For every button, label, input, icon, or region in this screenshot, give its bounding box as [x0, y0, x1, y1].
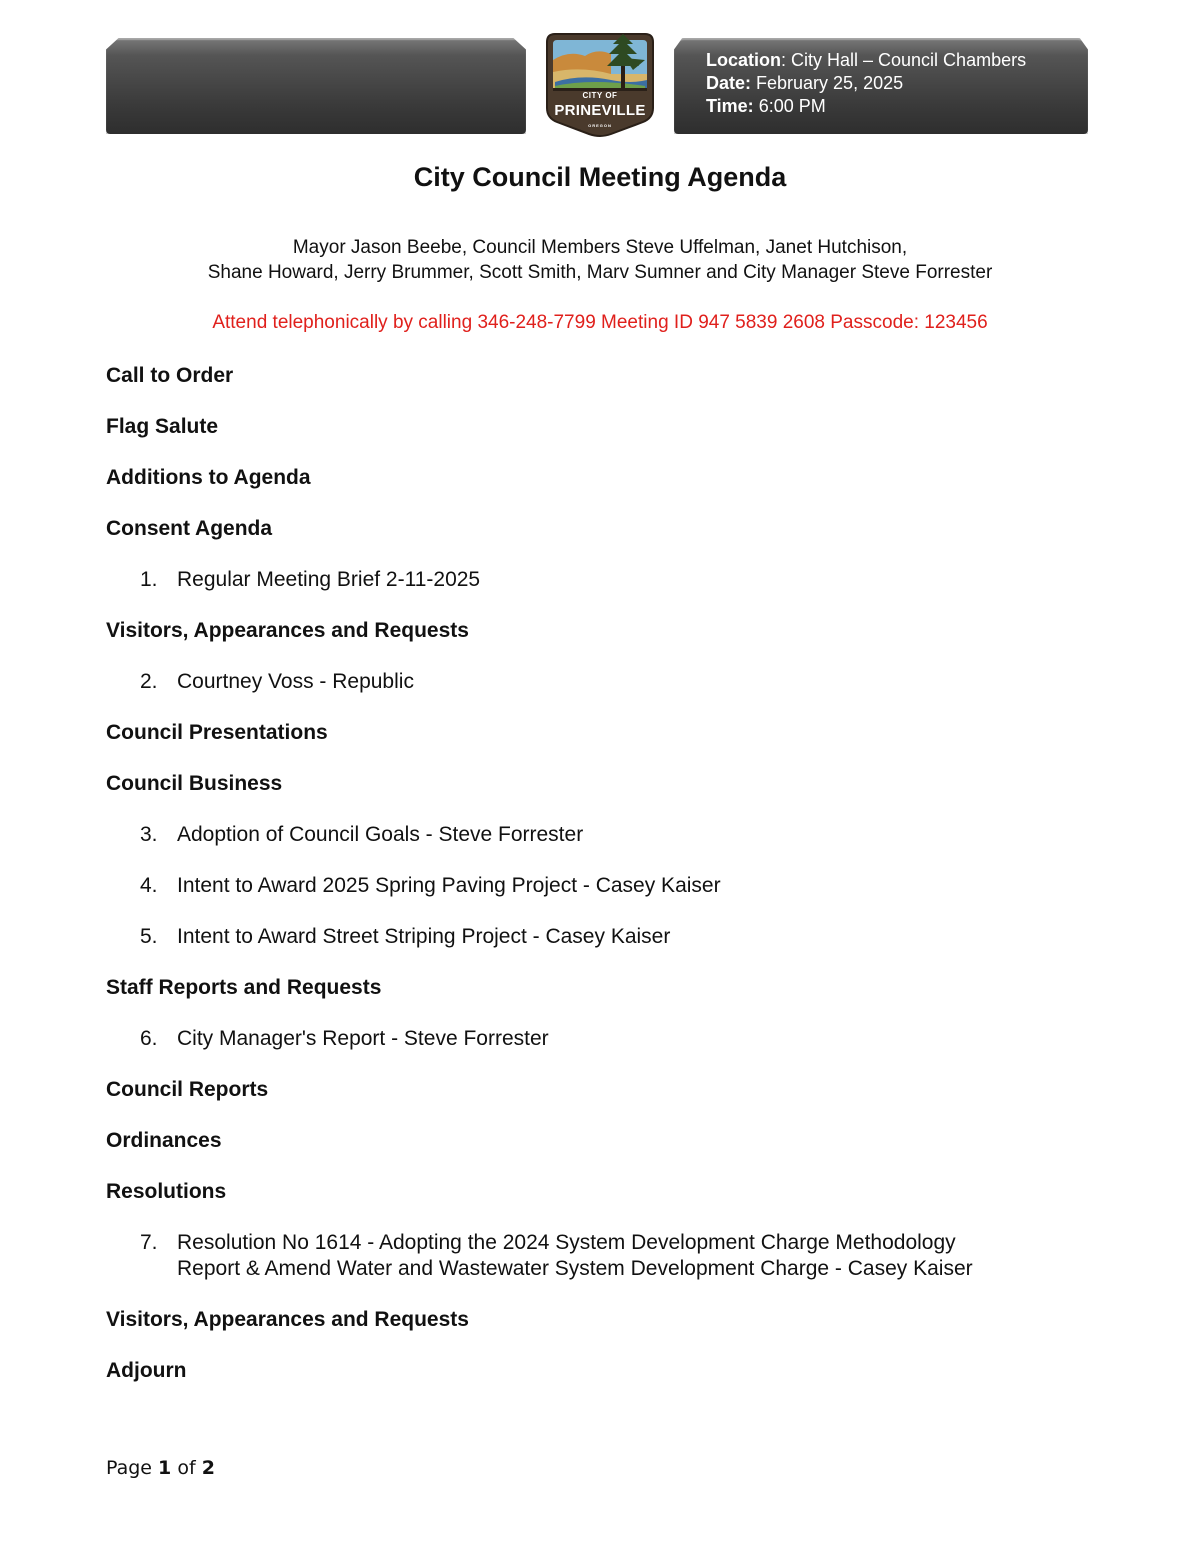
date-label: Date:	[706, 73, 752, 93]
logo-state: OREGON	[588, 123, 612, 128]
date-value: February 25, 2025	[751, 73, 904, 93]
item-number: 6.	[140, 1027, 158, 1050]
location-value: : City Hall – Council Chambers	[781, 50, 1027, 70]
item-text: Adoption of Council Goals - Steve Forrester	[177, 823, 584, 846]
agenda-item-4	[106, 873, 1106, 924]
header-banner-left	[106, 38, 526, 134]
heading-council-reports: Council Reports	[106, 1078, 269, 1101]
item-number: 1.	[140, 568, 158, 591]
item-number: 4.	[140, 874, 158, 897]
agenda-list	[106, 363, 1106, 1409]
item-text: Regular Meeting Brief 2-11-2025	[177, 568, 481, 591]
heading-resolutions: Resolutions	[106, 1180, 227, 1203]
item-number: 7.	[140, 1231, 158, 1254]
date-line	[706, 72, 1026, 95]
item-text: Courtney Voss - Republic	[177, 670, 414, 693]
logo-city-of: CITY OF	[582, 91, 618, 100]
heading-ordinances: Ordinances	[106, 1129, 222, 1152]
heading-call-to-order: Call to Order	[106, 364, 234, 387]
item-number: 2.	[140, 670, 158, 693]
page-current: 1	[158, 1457, 172, 1479]
page-word: Page	[106, 1457, 159, 1479]
item-text: Intent to Award 2025 Spring Paving Project - Casey Kaiser	[177, 874, 721, 897]
agenda-item-1	[106, 567, 1106, 618]
attendees-line-1: Mayor Jason Beebe, Council Members Steve Uffelman, Janet Hutchison,	[292, 237, 908, 258]
heading-visitors-2: Visitors, Appearances and Requests	[106, 1308, 469, 1331]
location-label: Location	[706, 50, 781, 70]
heading-consent-agenda: Consent Agenda	[106, 517, 273, 540]
heading-additions: Additions to Agenda	[106, 466, 311, 489]
location-line	[706, 49, 1026, 72]
item-number: 5.	[140, 925, 158, 948]
city-logo-icon	[541, 30, 659, 142]
agenda-item-2	[106, 669, 1106, 720]
page-title: City Council Meeting Agenda	[413, 162, 787, 192]
item-text: City Manager's Report - Steve Forrester	[177, 1027, 549, 1050]
agenda-item-5	[106, 924, 1106, 975]
heading-council-business: Council Business	[106, 772, 283, 795]
of-word: of	[171, 1457, 202, 1479]
item-text: Intent to Award Street Striping Project - Casey Kaiser	[177, 925, 671, 948]
heading-council-presentations: Council Presentations	[106, 721, 328, 744]
time-line	[706, 95, 1026, 118]
time-value: 6:00 PM	[753, 96, 826, 116]
attendees-line-2: Shane Howard, Jerry Brummer, Scott Smith, Marv Sumner and City Manager Steve Forrester	[207, 262, 993, 283]
page-total: 2	[201, 1457, 215, 1479]
time-label: Time:	[706, 96, 754, 116]
heading-adjourn: Adjourn	[106, 1359, 187, 1382]
item-number: 3.	[140, 823, 158, 846]
heading-flag-salute: Flag Salute	[106, 415, 219, 438]
agenda-item-7	[106, 1230, 1106, 1307]
item-text-line-2: Report & Amend Water and Wastewater System Development Charge - Casey Kaiser	[177, 1257, 973, 1280]
agenda-item-6	[106, 1026, 1106, 1077]
meeting-info	[706, 49, 1026, 118]
page-number	[106, 1457, 215, 1479]
agenda-item-3	[106, 822, 1106, 873]
item-text-line-1: Resolution No 1614 - Adopting the 2024 System Development Charge Methodology	[177, 1231, 956, 1254]
logo-city-name: PRINEVILLE	[554, 102, 646, 119]
heading-staff-reports: Staff Reports and Requests	[106, 976, 382, 999]
attendees	[0, 235, 1200, 285]
phone-notice: Attend telephonically by calling 346-248-7799 Meeting ID 947 5839 2608 Passcode: 123456	[212, 312, 988, 333]
heading-visitors: Visitors, Appearances and Requests	[106, 619, 469, 642]
